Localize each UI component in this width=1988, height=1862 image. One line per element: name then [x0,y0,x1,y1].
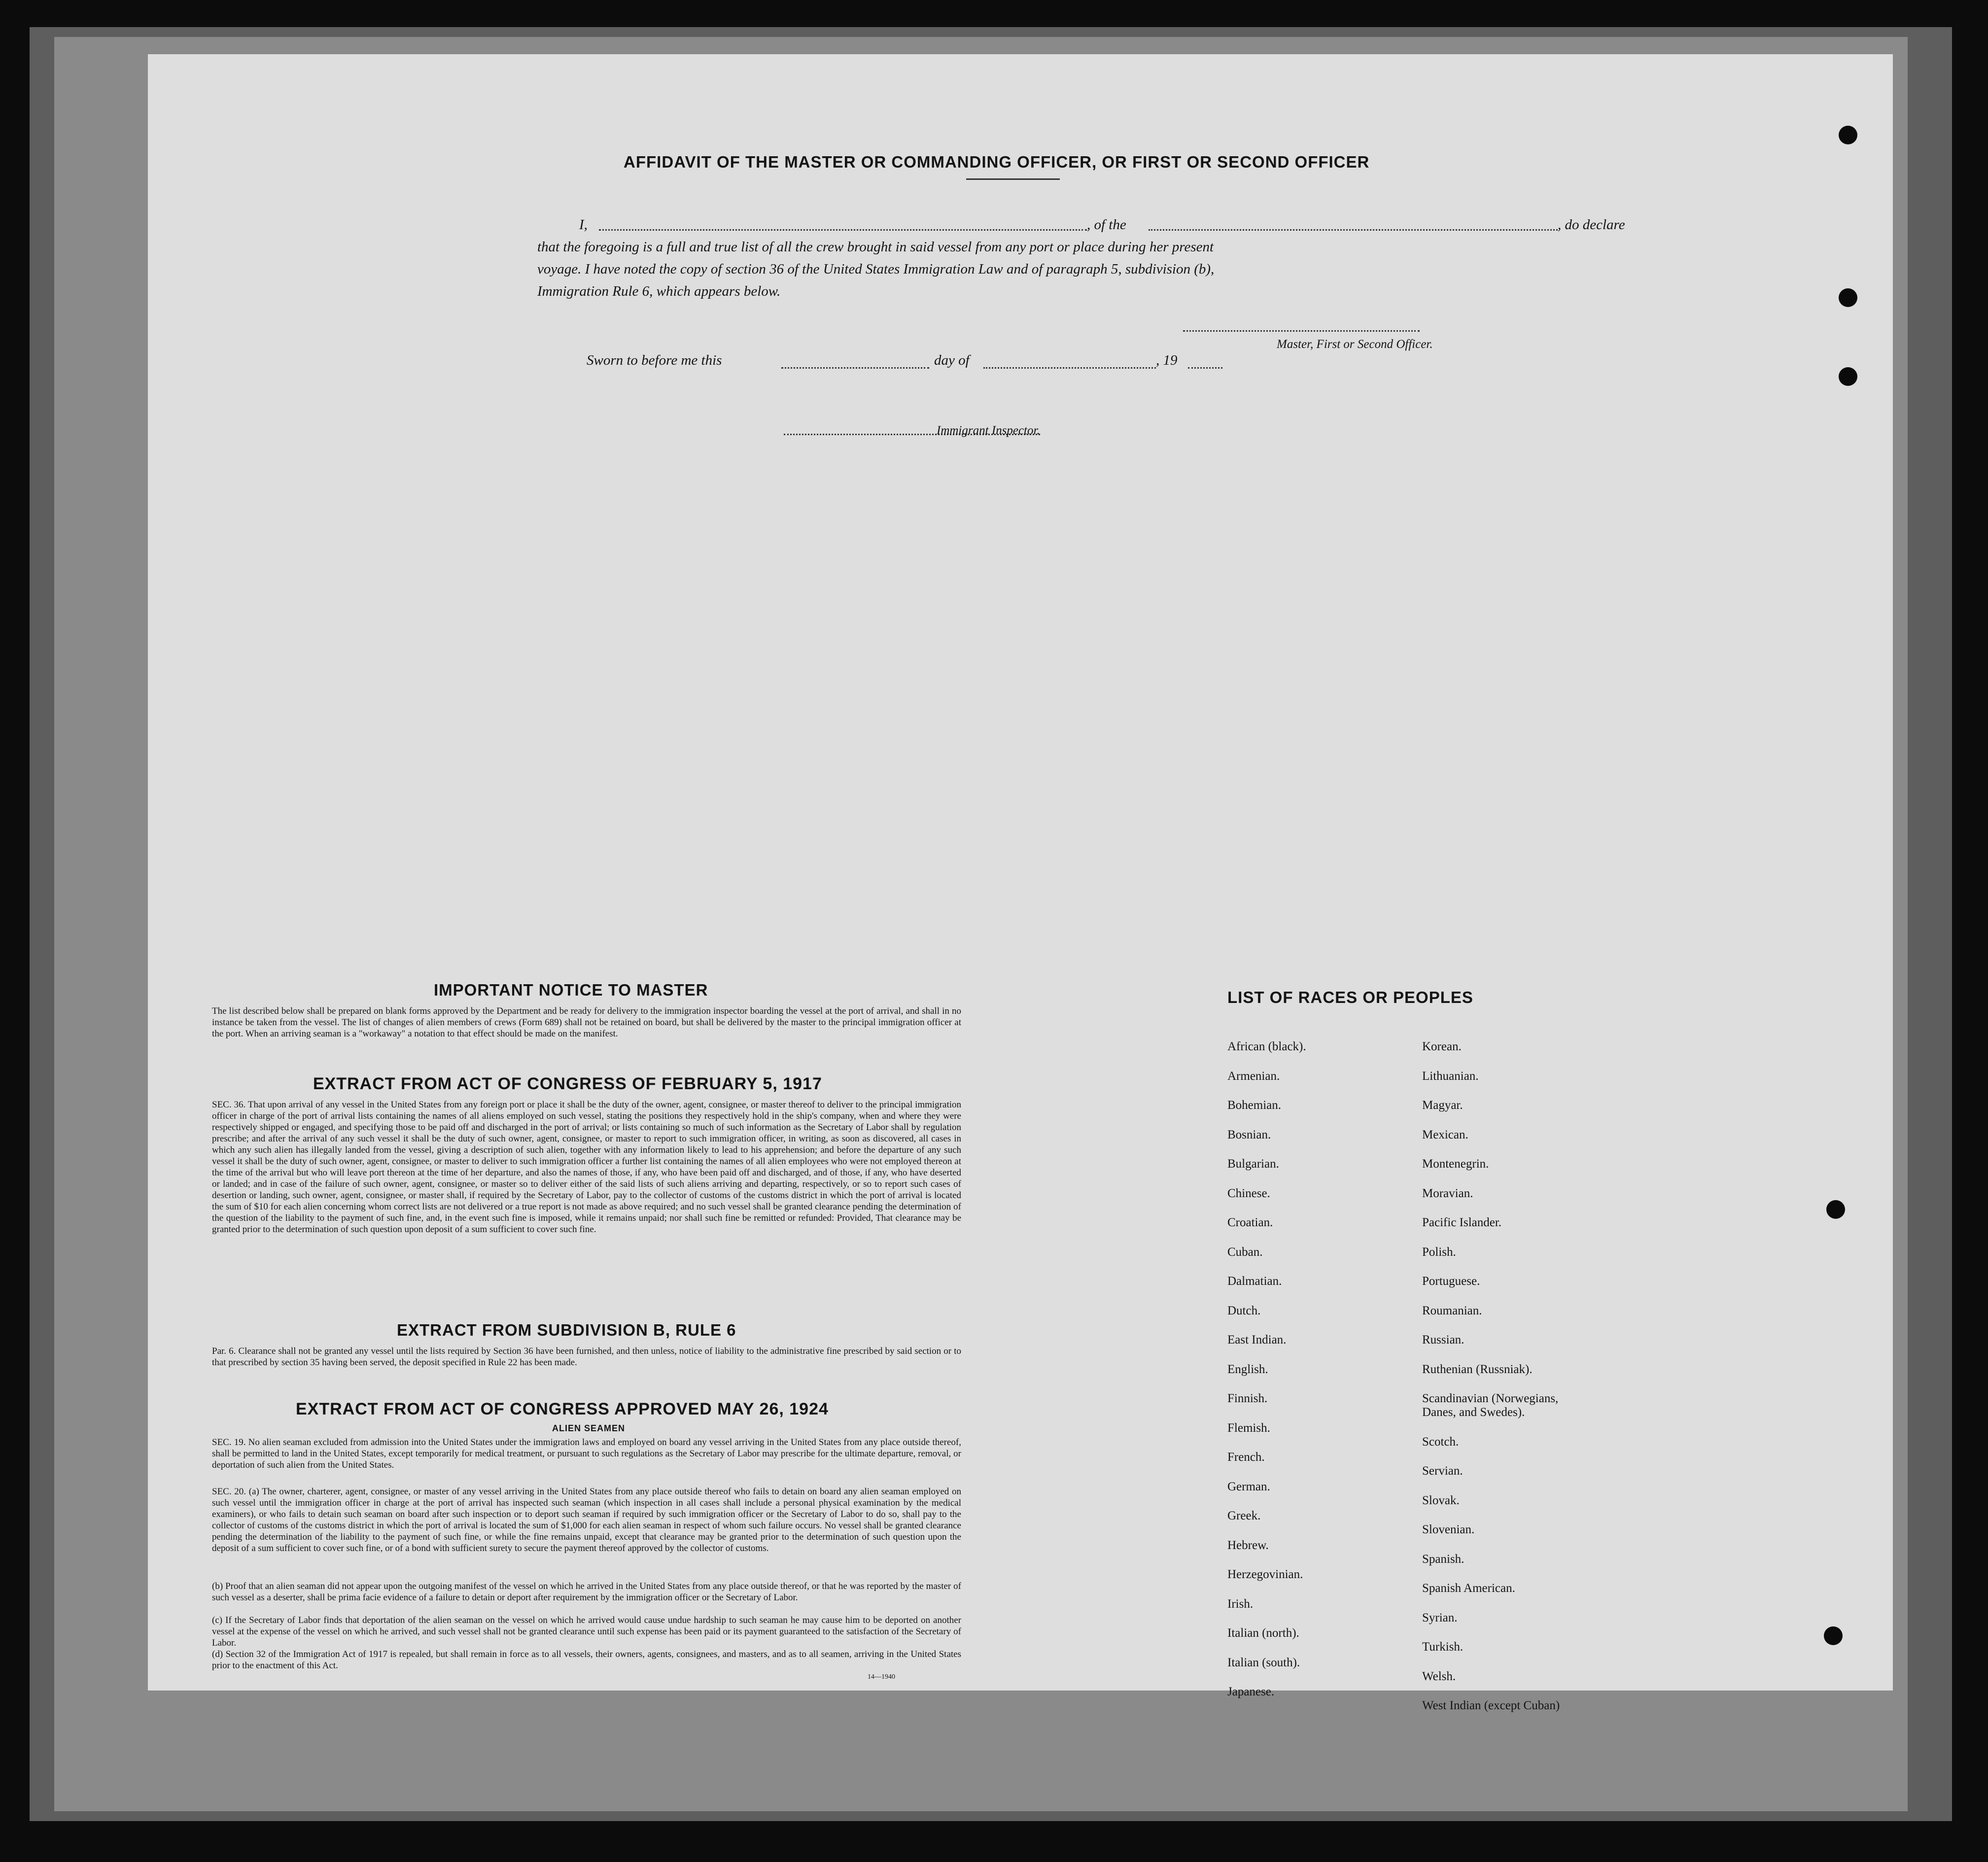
extract-1917-title: EXTRACT FROM ACT OF CONGRESS OF FEBRUARY 5, 1917 [313,1074,822,1093]
punch-hole [1824,1626,1843,1645]
race-item: West Indian (except Cuban) [1422,1699,1560,1712]
race-item: Turkish. [1422,1640,1464,1654]
race-item: Slovak. [1422,1493,1460,1507]
notice-text: The list described below shall be prepared on blank forms approved by the Department and be ready for delivery to the immigration inspector boarding the vessel at the port of arrival, and shall in no instance be taken from the vessel. The list of changes of alien members of crews (Form 689) shall not be retained on board, but shall be delivered by the master to the principal immigration officer at the port. When an arriving seaman is a "workaway" a notation to that effect should be made on the manifest. [212,1006,961,1039]
affidavit-of-the: , of the [1087,217,1126,233]
rule6-title: EXTRACT FROM SUBDIVISION B, RULE 6 [397,1321,736,1339]
affidavit-i: I, [579,217,588,233]
race-item: German. [1227,1480,1270,1493]
sec-20a-text: SEC. 20. (a) The owner, charterer, agent, consignee, or master of any vessel arriving in the United States from any place outside thereof who fails to detain on board any alien seaman employed on such vessel until the immigration officer in charge at the port of arrival has inspected such seaman (which inspection in all cases shall include a personal physical examination by the medical examiners), or who fails to detain such seaman on board after such inspection or to deport such seaman if required by such immigration officer or the Secretary of Labor to do so, shall pay to the collector of customs of the customs district in which the port of arrival is located the sum of $1,000 for each alien seaman in respect of whom such failure occurs. No vessel shall be granted clearance pending the determination of the liability to the payment of such fine, or while the fine remains unpaid, except that clearance may be granted prior to the determination of such question upon the deposit of a sum sufficient to cover such fine, or of a bond with sufficient surety to secure the payment thereof approved by the collector of customs. [212,1486,961,1553]
race-item: Welsh. [1422,1669,1456,1683]
vessel-line [1149,229,1558,231]
affidavit-title: AFFIDAVIT OF THE MASTER OR COMMANDING OFFICER, OR FIRST OR SECOND OFFICER [624,153,1370,171]
race-item: Moravian. [1422,1186,1473,1200]
race-item: Lithuanian. [1422,1069,1479,1083]
race-item: Dutch. [1227,1304,1261,1317]
sworn-label: Sworn to before me this [587,352,722,368]
race-item: Scandinavian (Norwegians, Danes, and Swedes). [1422,1392,1559,1419]
race-item: Italian (south). [1227,1655,1300,1669]
race-item: Scotch. [1422,1435,1459,1448]
extract-1917-text: SEC. 36. That upon arrival of any vessel in the United States from any foreign port or place it shall be the duty of the owner, agent, consignee, or master thereof to deliver to the principal immigration officer in charge of the port of arrival lists containing the names of all aliens employed on such vessel, stating the positions they respectively hold in the ship's company, when and where they were respectively shipped or engaged, and specifying those to be paid off and discharged in the port of arrival; or lists containing so much of such information as the Secretary of Labor shall by regulation prescribe; and after the arrival of any such vessel it shall be the duty of such owner, agent, consignee, or master to report to such immigration officer, in writing, as soon as discovered, all cases in which any such alien has illegally landed from the vessel, giving a description of such alien, together with any information likely to lead to his apprehension; and before the departure of any such vessel it shall be the duty of such owner, agent, consignee, or master to deliver to such immigration officer a further list containing the names of all alien employees who were not employed thereon at the time of the arrival but who will leave port thereon at the time of her departure, and also the names of those, if any, who have been paid off and discharged, and of those, if any, who have deserted or landed; and in case of the failure of such owner, agent, consignee, or master so to deliver either of the said lists of such aliens arriving and departing, respectively, or so to report such cases of desertion or landing, such owner, agent, consignee, or master shall, if required by the Secretary of Labor, pay to the collector of customs of the customs district in which the port of arrival is located the sum of $10 for each alien concerning whom correct lists are not delivered or a true report is not made as above required; and no such vessel shall be granted clearance pending the determination of the question of the liability to the payment of such fine, and, in the event such fine is imposed, while it remains unpaid; nor shall such fine be remitted or refunded: Provided, That clearance may be granted prior to the determination of such question upon deposit of a sum sufficient to cover such fine. [212,1100,961,1235]
sworn-year-line [1188,367,1222,369]
name-line [599,229,1087,231]
notice-title: IMPORTANT NOTICE TO MASTER [434,981,708,999]
race-item: Portuguese. [1422,1275,1480,1288]
race-item: French. [1227,1450,1265,1464]
race-item: East Indian. [1227,1333,1287,1346]
master-label: Master, First or Second Officer. [1277,338,1433,351]
affidavit-line-3: voyage. I have noted the copy of section 36 of the United States Immigration Law and of paragraph 5, subdivision (b), [537,261,1215,277]
race-item: Servian. [1422,1464,1463,1478]
race-item: Bosnian. [1227,1128,1271,1141]
race-item: Finnish. [1227,1392,1268,1405]
race-item: Spanish. [1422,1552,1465,1566]
master-signature-line [1183,330,1420,332]
punch-hole [1839,288,1857,307]
race-item: Russian. [1422,1333,1465,1346]
sec-20d-text: (d) Section 32 of the Immigration Act of 1917 is repealed, but shall remain in force as to all vessels, their owners, agents, consignees, and masters, and as to all seamen, arriving in the United States prior to the enactment of this Act. [212,1649,961,1671]
race-item: Hebrew. [1227,1538,1269,1552]
affidavit-line-4: Immigration Rule 6, which appears below. [537,283,781,299]
extract-1924-subtitle: ALIEN SEAMEN [552,1423,626,1433]
race-item: Polish. [1422,1245,1456,1259]
form-number: 14—1940 [868,1673,895,1681]
extract-1924-title: EXTRACT FROM ACT OF CONGRESS APPROVED MAY 26, 1924 [296,1400,829,1418]
document-page [148,54,1893,1712]
race-item: Irish. [1227,1597,1254,1611]
punch-hole [1839,126,1857,144]
race-item: Bohemian. [1227,1099,1282,1112]
race-item: Korean. [1422,1040,1462,1053]
race-item: Ruthenian (Russniak). [1422,1362,1533,1376]
race-item: Magyar. [1422,1099,1463,1112]
race-item: Japanese. [1227,1685,1275,1698]
races-title: LIST OF RACES OR PEOPLES [1227,988,1473,1006]
race-item: Spanish American. [1422,1582,1515,1595]
race-item: Bulgarian. [1227,1157,1279,1171]
sworn-month-line [983,367,1156,369]
race-item: Greek. [1227,1509,1261,1522]
sec-20b-text: (b) Proof that an alien seaman did not appear upon the outgoing manifest of the vessel on which he arrived in the United States from any place outside thereof, or that he was reported by the master of such vessel as a deserter, shall be prima facie evidence of a failure to detain or deport after requirement by the immigration officer or the Secretary of Labor. [212,1581,961,1603]
race-item: Cuban. [1227,1245,1263,1259]
affidavit-declare: , do declare [1558,217,1625,233]
day-of-label: day of [934,352,970,368]
sworn-day-line [781,367,929,369]
race-item: Herzegovinian. [1227,1568,1303,1581]
race-item: Flemish. [1227,1421,1270,1435]
race-item: Roumanian. [1422,1304,1482,1317]
inspector-label: Immigrant Inspector. [937,424,1040,437]
race-item: Croatian. [1227,1216,1273,1229]
race-item: African (black). [1227,1040,1306,1053]
punch-hole [1839,367,1857,386]
race-item: Chinese. [1227,1186,1270,1200]
title-underline [966,178,1060,180]
race-item: Armenian. [1227,1069,1280,1083]
sec-19-text: SEC. 19. No alien seaman excluded from admission into the United States under the immigration laws and employed on board any vessel arriving in the United States from any place outside thereof, shall be permitted to land in the United States, except temporarily for medical treatment, or pursuant to such regulations as the Secretary of Labor may prescribe for the ultimate departure, removal, or deportation of such alien from the United States. [212,1437,961,1470]
sec-20c-text: (c) If the Secretary of Labor finds that deportation of the alien seaman on the vessel on which he arrived would cause undue hardship to such seaman he may cause him to be deported on another vessel at the expense of the vessel on which he arrived, and such vessel shall not be granted clearance until such expense has been paid or its payment guaranteed to the satisfaction of the Secretary of Labor. [212,1615,961,1648]
race-item: English. [1227,1362,1268,1376]
race-item: Montenegrin. [1422,1157,1489,1171]
race-item: Pacific Islander. [1422,1216,1502,1229]
race-item: Italian (north). [1227,1626,1299,1640]
affidavit-line-2: that the foregoing is a full and true list of all the crew brought in said vessel from any port or place during her present [537,239,1214,255]
race-item: Syrian. [1422,1611,1458,1624]
race-item: Mexican. [1422,1128,1468,1141]
year-label: , 19 [1156,352,1178,368]
punch-hole [1826,1200,1845,1219]
race-item: Dalmatian. [1227,1275,1282,1288]
rule6-text: Par. 6. Clearance shall not be granted any vessel until the lists required by Section 36 have been furnished, and then unless, notice of liability to the administrative fine prescribed by said section or to that prescribed by section 35 having been served, the deposit specified in Rule 22 has been made. [212,1346,961,1368]
race-item: Slovenian. [1422,1523,1475,1536]
